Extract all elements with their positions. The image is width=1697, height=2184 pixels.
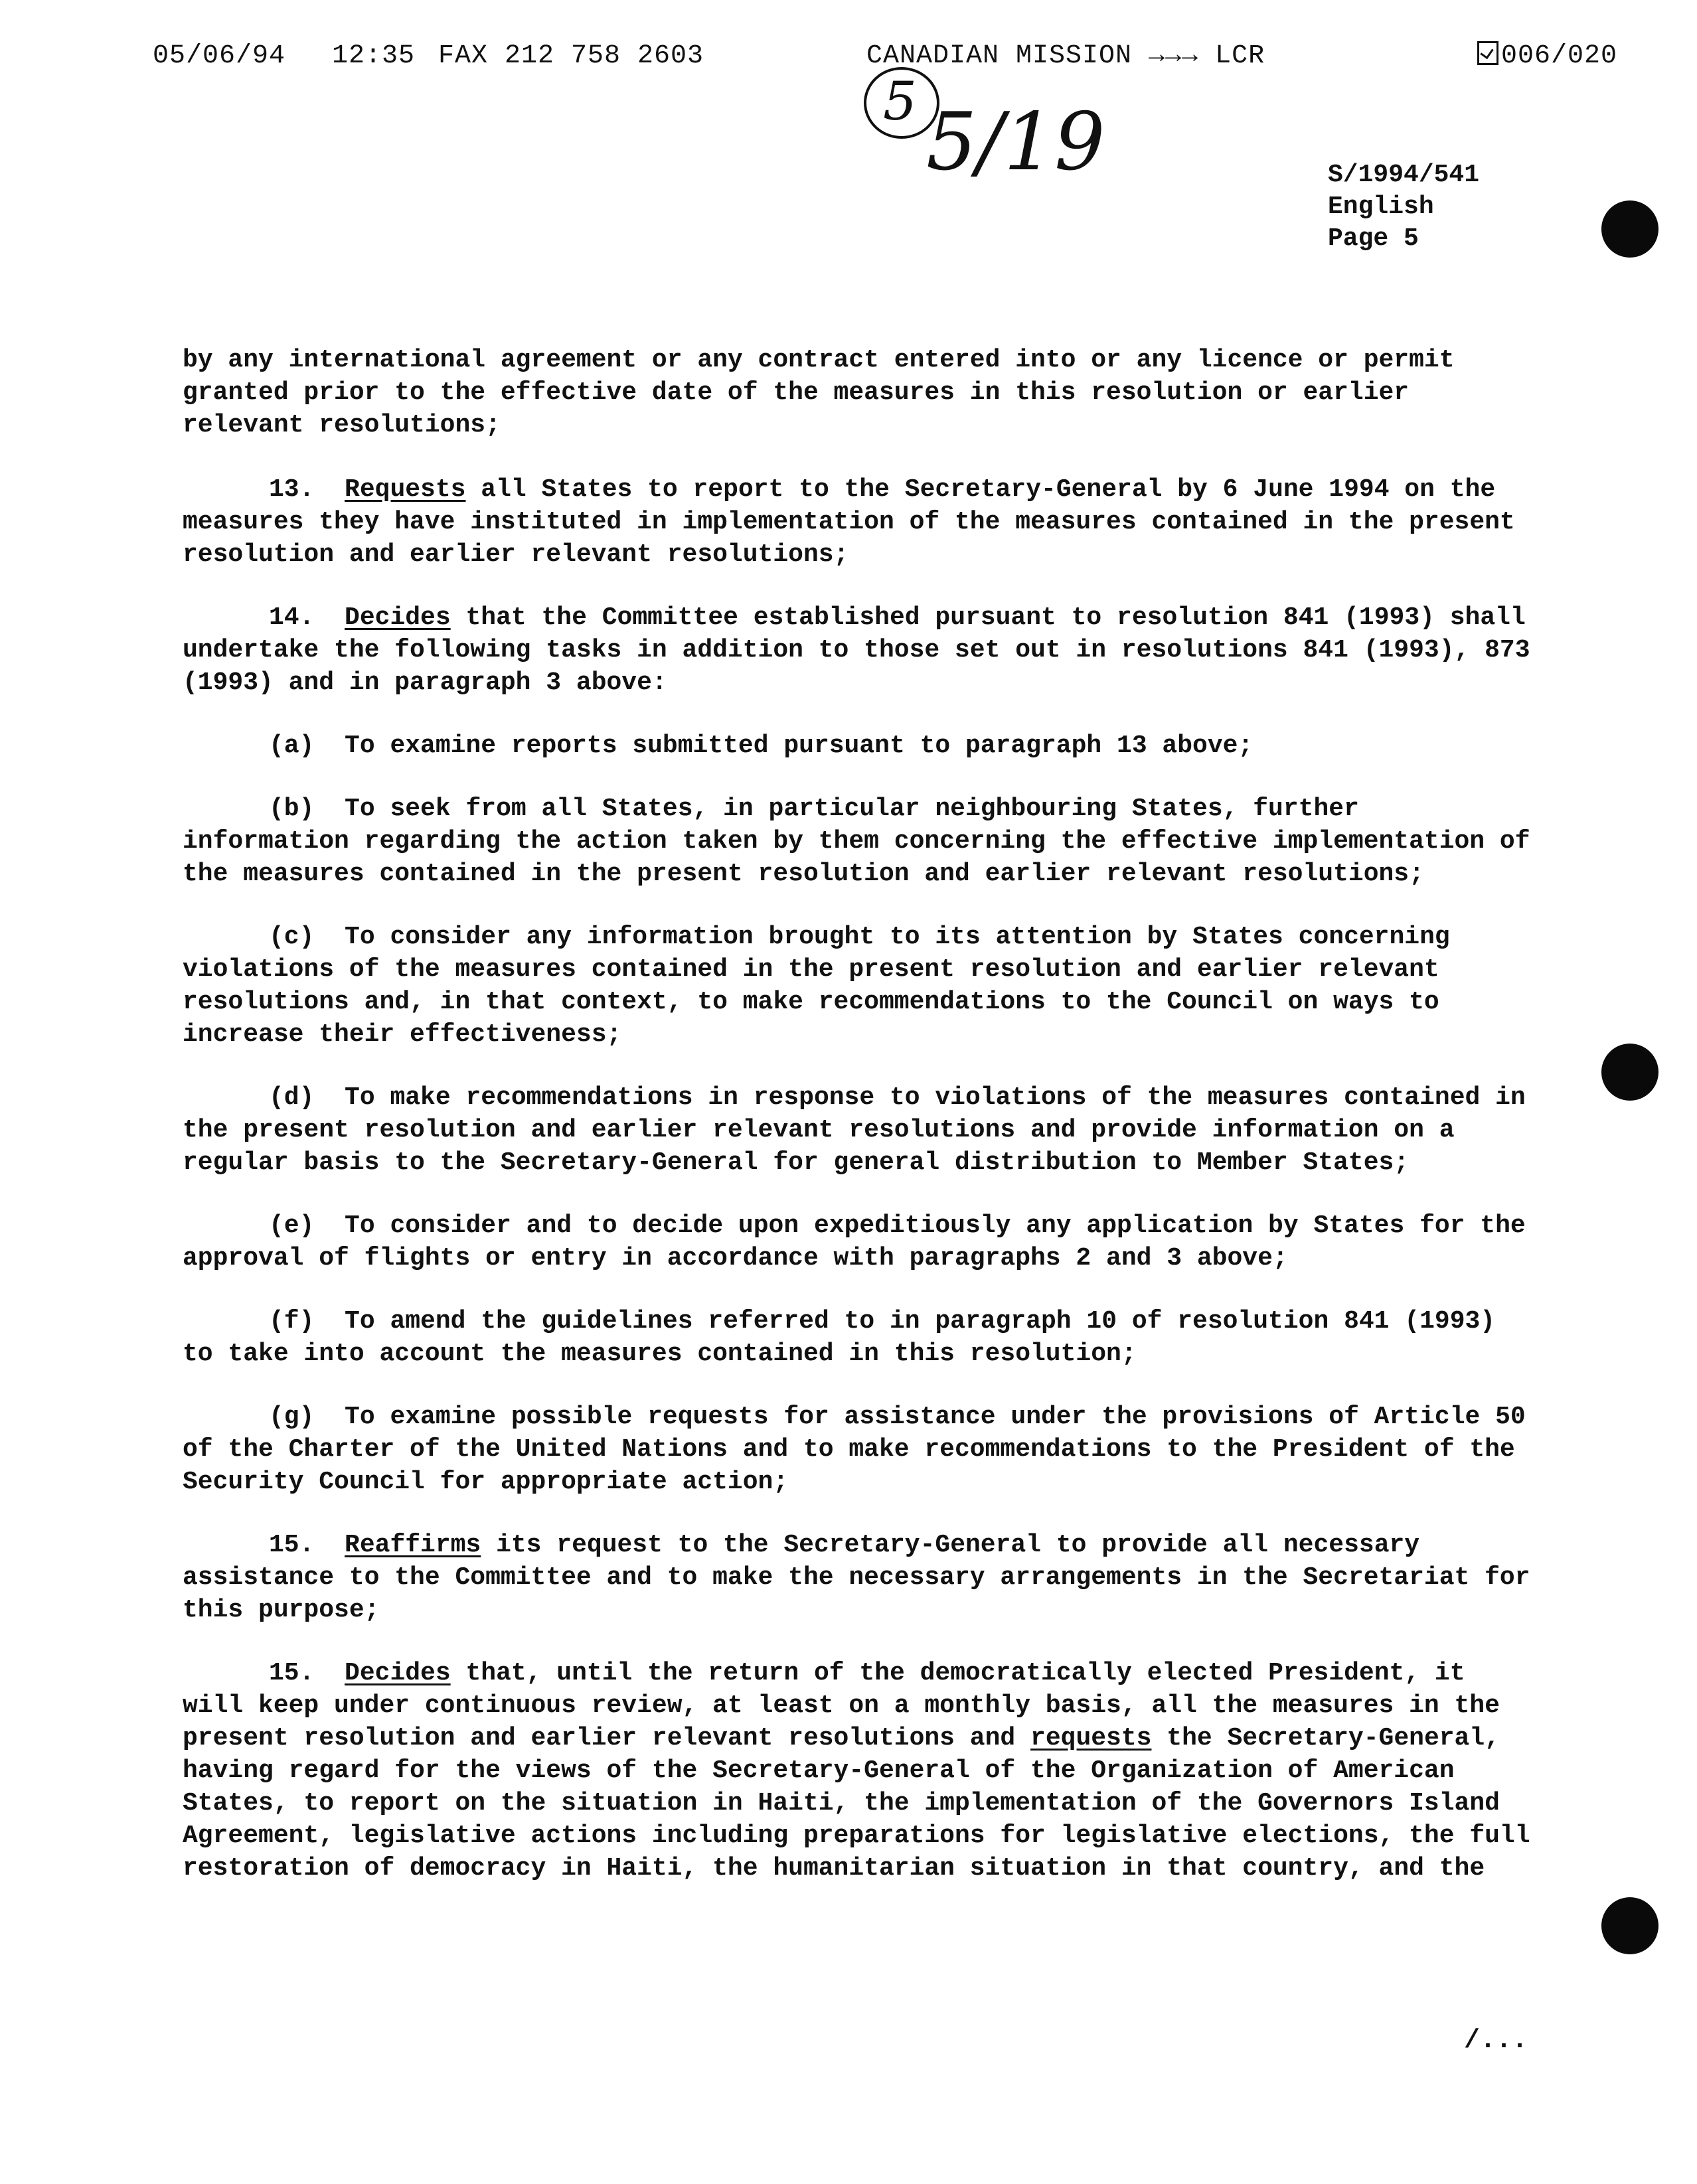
subparagraph-letter: (b) [269,795,315,823]
paragraph-14 [183,601,1537,699]
document-symbol-block [1328,159,1479,255]
paragraph-15-reaffirms [183,1529,1537,1626]
resolution-body [183,344,1537,1915]
fax-time: 12:35 [332,41,416,71]
document-symbol: S/1994/541 [1328,161,1480,189]
paragraph-text: all States to report to the Secretary-General by 6 June 1994 on the measures they have instituted in implementation of the measures contained in the present resolution and earlier relevant resolutions; [183,475,1515,569]
subparagraph-a [183,730,1537,762]
subparagraph-letter: (e) [269,1211,315,1240]
paragraph-continuation [183,344,1537,441]
fax-page-number: 006/020 [1501,41,1618,71]
continuation-marker: /... [1464,2026,1528,2056]
operative-verb: Requests [345,475,466,504]
punch-hole [1601,1897,1658,1954]
paragraph-text: by any international agreement or any contract entered into or any licence or permit granted prior to the effective date of the measures in this resolution or earlier relevant resolutions; [183,346,1455,439]
fax-date: 05/06/94 [153,41,286,71]
subparagraph-d [183,1081,1537,1179]
operative-verb: Decides [345,603,451,632]
handwritten-annotation [856,63,1105,196]
paragraph-text: To consider any information brought to its attention by States concerning violations of the measures contained in the present resolution and earlier relevant resolutions and, in that context, to make recommendations to the Council on ways to increase their effectiveness; [183,923,1450,1049]
subparagraph-g [183,1401,1537,1498]
paragraph-number: 14. [269,603,315,632]
paragraph-text: To examine reports submitted pursuant to paragraph 13 above; [345,732,1253,760]
subparagraph-letter: (d) [269,1083,315,1112]
paragraph-text: To examine possible requests for assistance under the provisions of Article 50 of the Charter of the United Nations and to make recommendations to the President of the Security Council for appropriate action; [183,1403,1526,1496]
subparagraph-c [183,921,1537,1051]
fax-sender: CANADIAN MISSION →→→ LCR [866,41,1265,71]
punch-hole [1601,200,1658,258]
document-language: English [1328,193,1434,221]
operative-verb: Decides [345,1659,451,1687]
fax-number: FAX 212 758 2603 [438,41,704,71]
fax-page-icon [1477,41,1498,65]
paragraph-number: 15. [269,1531,315,1559]
paragraph-text: that, until the return of the democratically elected President, it will keep under continuous review, at least on a monthly basis, all the measures in the present resolution and earlier relevant resolutions and [183,1659,1500,1753]
punch-hole [1601,1044,1658,1101]
paragraph-text: To amend the guidelines referred to in paragraph 10 of resolution 841 (1993) to take into account the measures contained in this resolution; [183,1307,1496,1368]
paragraph-text: To consider and to decide upon expeditiously any application by States for the approval of flights or entry in accordance with paragraphs 2 and 3 above; [183,1211,1526,1273]
subparagraph-f [183,1305,1537,1370]
paragraph-text: the Secretary-General, having regard for the views of the Secretary-General of the Organization of American States, to report on the situation in Haiti, the implementation of the Governors Island Agreement, legislative actions including preparations for legislative elections, the full restoration of democracy in Haiti, the humanitarian situation in that country, and the [183,1724,1530,1883]
paragraph-13 [183,473,1537,571]
fax-page-counter [1477,41,1617,71]
handwritten-text: 5/19 [926,96,1105,189]
subparagraph-b [183,793,1537,890]
handwritten-number: 5 [883,70,917,132]
subparagraph-letter: (a) [269,732,315,760]
paragraph-text: To seek from all States, in particular neighbouring States, further information regarding the action taken by them concerning the effective implementation of the measures contained in the present resolution and earlier relevant resolutions; [183,795,1530,888]
paragraph-text: To make recommendations in response to violations of the measures contained in the present resolution and earlier relevant resolutions and provide information on a regular basis to the Secretary-General for general distribution to Member States; [183,1083,1526,1177]
subparagraph-letter: (g) [269,1403,315,1431]
subparagraph-letter: (c) [269,923,315,951]
document-page-number: Page 5 [1328,224,1419,253]
operative-verb: requests [1030,1724,1152,1753]
paragraph-text: that the Committee established pursuant to resolution 841 (1993) shall undertake the following tasks in addition to those set out in resolutions 841 (1993), 873 (1993) and in paragraph 3 above: [183,603,1530,697]
paragraph-text: its request to the Secretary-General to provide all necessary assistance to the Committee and to make the necessary arrangements in the Secretariat for this purpose; [183,1531,1530,1624]
paragraph-15-decides [183,1657,1537,1885]
operative-verb: Reaffirms [345,1531,481,1559]
subparagraph-e [183,1209,1537,1275]
paragraph-number: 13. [269,475,315,504]
subparagraph-letter: (f) [269,1307,315,1336]
paragraph-number: 15. [269,1659,315,1687]
